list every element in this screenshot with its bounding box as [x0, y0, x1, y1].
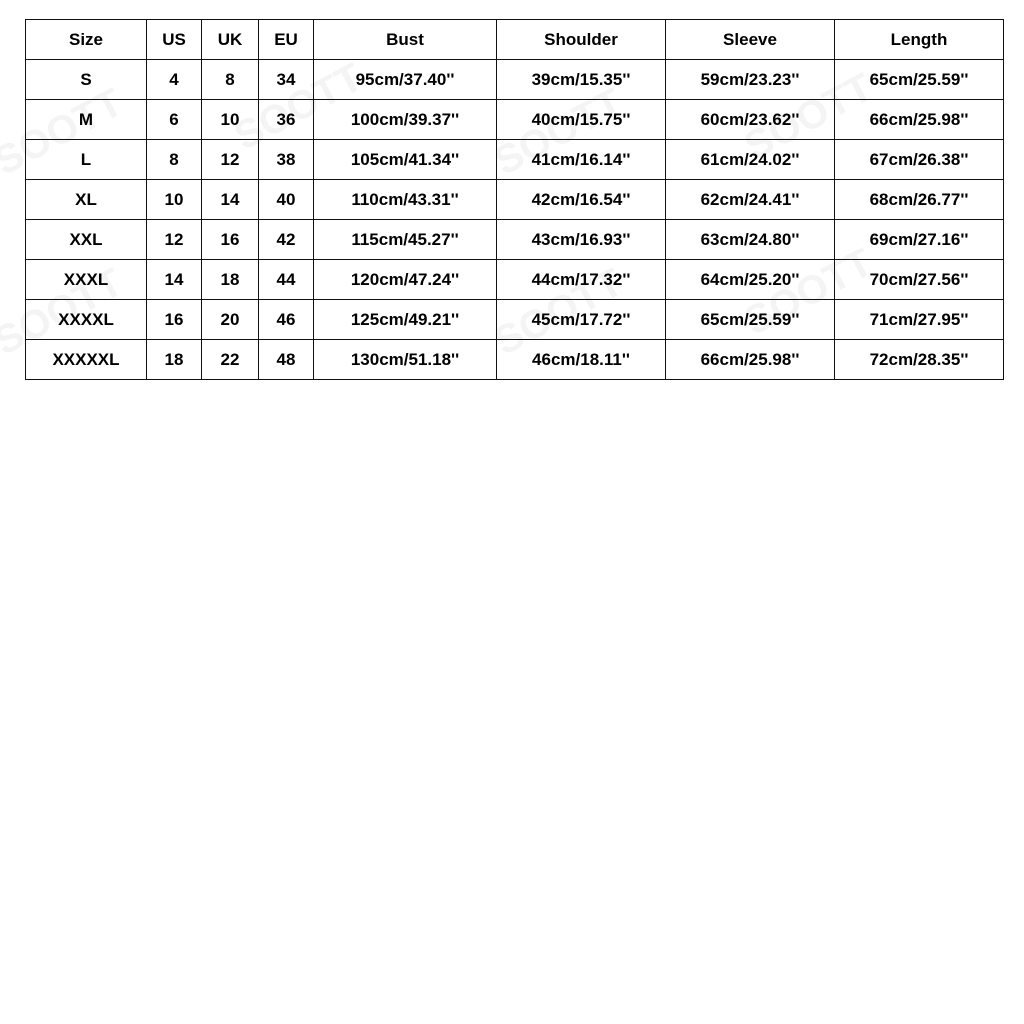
- header-cell-us: US: [147, 20, 202, 60]
- cell-uk: 18: [202, 260, 259, 300]
- table-row: [26, 340, 1004, 380]
- header-cell-eu: EU: [259, 20, 314, 60]
- cell-us: 18: [147, 340, 202, 380]
- cell-eu: 48: [259, 340, 314, 380]
- cell-uk: 14: [202, 180, 259, 220]
- cell-shoulder: 40cm/15.75'': [497, 100, 666, 140]
- cell-uk: 10: [202, 100, 259, 140]
- cell-sleeve: 59cm/23.23'': [666, 60, 835, 100]
- cell-us: 8: [147, 140, 202, 180]
- cell-size: L: [26, 140, 147, 180]
- size-chart-table: [25, 19, 1004, 380]
- cell-sleeve: 62cm/24.41'': [666, 180, 835, 220]
- header-cell-uk: UK: [202, 20, 259, 60]
- header-cell-size: Size: [26, 20, 147, 60]
- cell-us: 10: [147, 180, 202, 220]
- cell-bust: 95cm/37.40'': [314, 60, 497, 100]
- cell-us: 4: [147, 60, 202, 100]
- cell-us: 6: [147, 100, 202, 140]
- cell-eu: 40: [259, 180, 314, 220]
- cell-size: M: [26, 100, 147, 140]
- table-row: [26, 100, 1004, 140]
- cell-bust: 105cm/41.34'': [314, 140, 497, 180]
- cell-shoulder: 39cm/15.35'': [497, 60, 666, 100]
- cell-length: 66cm/25.98'': [835, 100, 1004, 140]
- cell-sleeve: 66cm/25.98'': [666, 340, 835, 380]
- header-cell-shoulder: Shoulder: [497, 20, 666, 60]
- cell-length: 68cm/26.77'': [835, 180, 1004, 220]
- cell-bust: 120cm/47.24'': [314, 260, 497, 300]
- cell-bust: 130cm/51.18'': [314, 340, 497, 380]
- cell-us: 16: [147, 300, 202, 340]
- cell-size: XXXXXL: [26, 340, 147, 380]
- cell-uk: 20: [202, 300, 259, 340]
- cell-shoulder: 43cm/16.93'': [497, 220, 666, 260]
- cell-size: XL: [26, 180, 147, 220]
- header-row: [26, 20, 1004, 60]
- table-row: [26, 300, 1004, 340]
- cell-uk: 16: [202, 220, 259, 260]
- cell-eu: 36: [259, 100, 314, 140]
- header-cell-sleeve: Sleeve: [666, 20, 835, 60]
- cell-sleeve: 60cm/23.62'': [666, 100, 835, 140]
- header-cell-length: Length: [835, 20, 1004, 60]
- cell-bust: 115cm/45.27'': [314, 220, 497, 260]
- cell-us: 12: [147, 220, 202, 260]
- table-row: [26, 220, 1004, 260]
- cell-uk: 22: [202, 340, 259, 380]
- cell-length: 70cm/27.56'': [835, 260, 1004, 300]
- cell-eu: 38: [259, 140, 314, 180]
- cell-bust: 110cm/43.31'': [314, 180, 497, 220]
- cell-sleeve: 65cm/25.59'': [666, 300, 835, 340]
- cell-uk: 8: [202, 60, 259, 100]
- cell-size: XXL: [26, 220, 147, 260]
- cell-length: 69cm/27.16'': [835, 220, 1004, 260]
- header-cell-bust: Bust: [314, 20, 497, 60]
- table-row: [26, 260, 1004, 300]
- cell-length: 72cm/28.35'': [835, 340, 1004, 380]
- cell-eu: 44: [259, 260, 314, 300]
- cell-shoulder: 46cm/18.11'': [497, 340, 666, 380]
- table-row: [26, 180, 1004, 220]
- cell-eu: 34: [259, 60, 314, 100]
- cell-shoulder: 41cm/16.14'': [497, 140, 666, 180]
- cell-uk: 12: [202, 140, 259, 180]
- cell-bust: 100cm/39.37'': [314, 100, 497, 140]
- cell-shoulder: 44cm/17.32'': [497, 260, 666, 300]
- cell-sleeve: 64cm/25.20'': [666, 260, 835, 300]
- cell-sleeve: 61cm/24.02'': [666, 140, 835, 180]
- cell-us: 14: [147, 260, 202, 300]
- cell-eu: 42: [259, 220, 314, 260]
- cell-bust: 125cm/49.21'': [314, 300, 497, 340]
- cell-shoulder: 42cm/16.54'': [497, 180, 666, 220]
- cell-eu: 46: [259, 300, 314, 340]
- cell-length: 65cm/25.59'': [835, 60, 1004, 100]
- table-row: [26, 60, 1004, 100]
- cell-shoulder: 45cm/17.72'': [497, 300, 666, 340]
- cell-size: S: [26, 60, 147, 100]
- cell-length: 67cm/26.38'': [835, 140, 1004, 180]
- cell-size: XXXL: [26, 260, 147, 300]
- cell-sleeve: 63cm/24.80'': [666, 220, 835, 260]
- table-row: [26, 140, 1004, 180]
- cell-length: 71cm/27.95'': [835, 300, 1004, 340]
- cell-size: XXXXL: [26, 300, 147, 340]
